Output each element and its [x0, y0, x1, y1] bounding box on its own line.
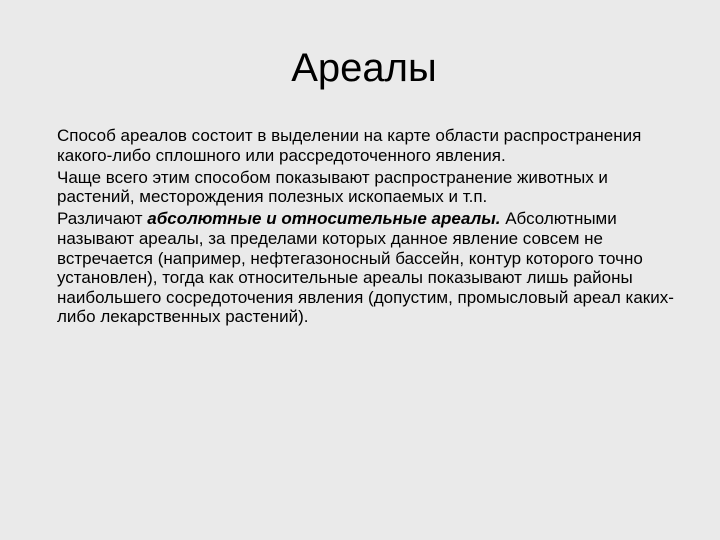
areal-types-emphasis: абсолютные и относительные ареалы.	[147, 209, 501, 229]
areal-types-explanation: Абсолютными называют ареалы, за пределами которых данное явление совсем не встречается (например, нефтегазоносный бассейн, контур которого точно установлен), тогда как относительные ареалы показывают лишь районы наибольшего сосредоточения явления (допустим, промысловый ареал каких-либо лекарственных растений).	[57, 209, 674, 327]
slide-title: Ареалы	[291, 46, 437, 90]
paragraph-areal-method: Способ ареалов состоит в выделении на карте области распространения какого-либо сплошного или рассредоточенного явления.	[57, 126, 642, 165]
paragraph-areal-types	[57, 209, 682, 327]
areal-types-lead-text: Различают	[57, 209, 148, 229]
slide-body	[57, 126, 682, 329]
paragraph-common-usage: Чаще всего этим способом показывают распространение животных и растений, месторождения полезных ископаемых и т.п.	[57, 167, 608, 207]
